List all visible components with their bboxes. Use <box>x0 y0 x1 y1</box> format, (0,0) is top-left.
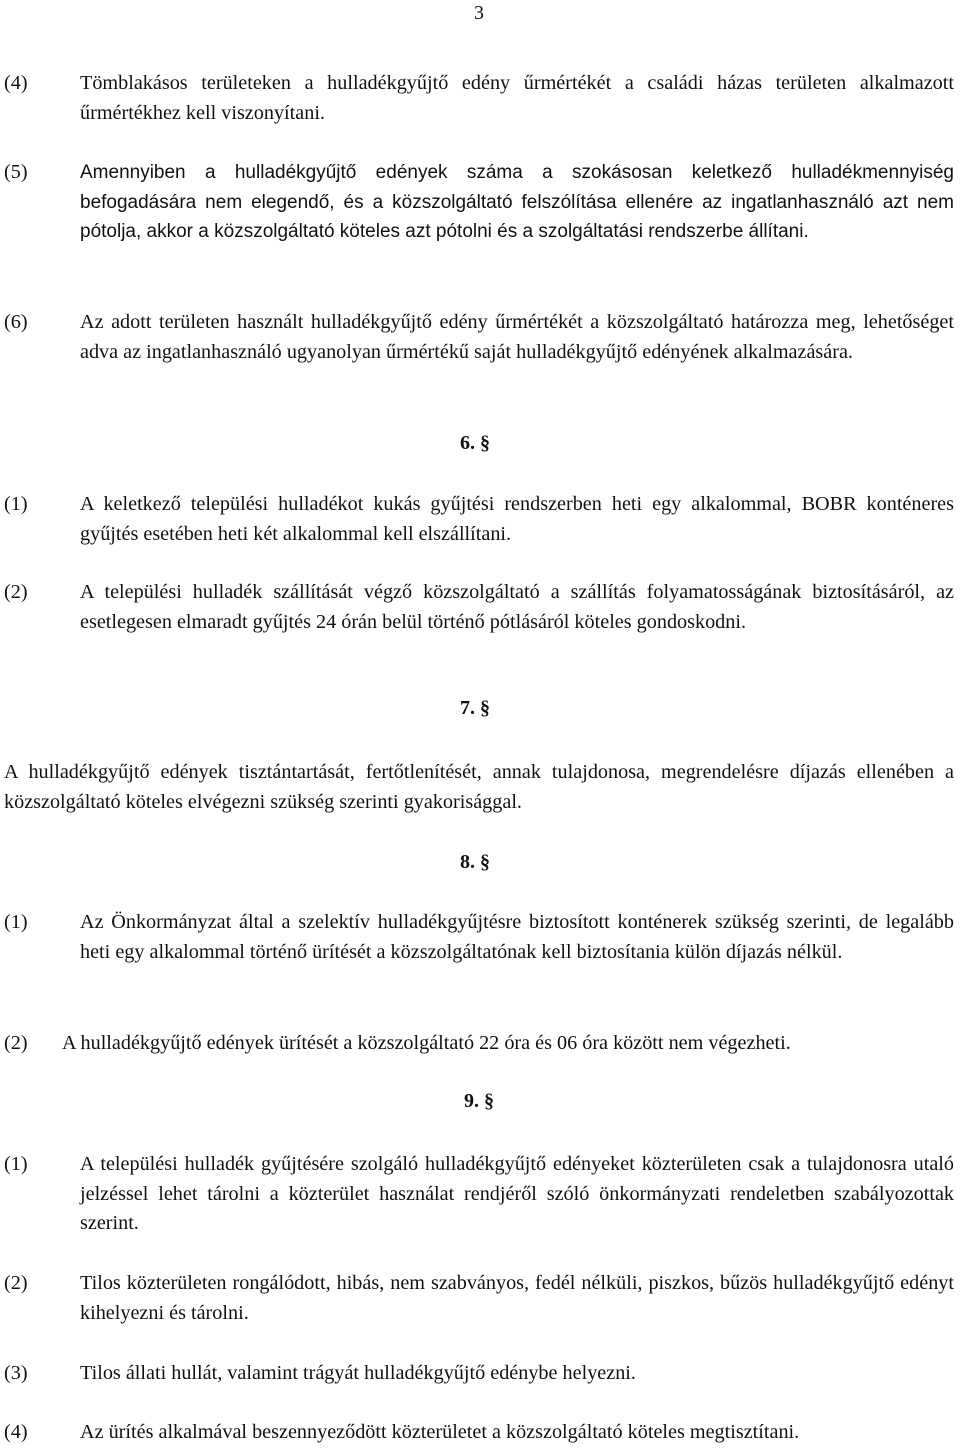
paragraph-text: A települési hulladék szállítását végző közszolgáltató a szállítás folyamatosságának biztosításáról, az esetlegesen elmaradt gyűjtés 24 órán belül történő pótlásáról köteles gondoskodni. <box>80 581 954 633</box>
paragraph-text: A keletkező települési hulladékot kukás gyűjtési rendszerben heti egy alkalommal, BOBR konténeres gyűjtés esetében heti két alkalommal kell elszállítani. <box>80 493 954 545</box>
section-heading-7: 7. § <box>460 697 490 719</box>
paragraph-number: (2) <box>4 1032 28 1054</box>
section-heading-9: 9. § <box>464 1090 494 1112</box>
paragraph-text: Tilos közterületen rongálódott, hibás, nem szabványos, fedél nélküli, piszkos, bűzös hulladékgyűjtő edényt kihelyezni és tárolni. <box>80 1272 954 1324</box>
paragraph-text: Az adott területen használt hulladékgyűjtő edény űrmértékét a közszolgáltató határozza meg, lehetőséget adva az ingatlanhasználó ugyanolyan űrmértékű saját hulladékgyűjtő edényének alkalmazására. <box>80 311 954 363</box>
paragraph-text: Az Önkormányzat által a szelektív hulladékgyűjtésre biztosított konténerek szükség szerinti, de legalább heti egy alkalommal történő ürítését a közszolgáltatónak kell biztosítania külön díjazás nélkül. <box>80 911 954 963</box>
paragraph-text: Az ürítés alkalmával beszennyeződött közterületet a közszolgáltató köteles megtisztítani. <box>80 1421 800 1443</box>
paragraph-number: (3) <box>4 1362 28 1384</box>
paragraph-number: (4) <box>4 1421 28 1443</box>
paragraph-text: A hulladékgyűjtő edények ürítését a közszolgáltató 22 óra és 06 óra között nem végezheti. <box>62 1032 791 1054</box>
paragraph-number: (5) <box>4 161 28 183</box>
paragraph-number: (1) <box>4 911 28 933</box>
paragraph-number: (6) <box>4 311 28 333</box>
paragraph-text: Tilos állati hullát, valamint trágyát hulladékgyűjtő edénybe helyezni. <box>80 1362 636 1384</box>
paragraph-number: (1) <box>4 1153 28 1175</box>
page-number: 3 <box>474 2 484 24</box>
paragraph-number: (2) <box>4 581 28 603</box>
paragraph-number: (2) <box>4 1272 28 1294</box>
paragraph-text: Tömblakásos területeken a hulladékgyűjtő edény űrmértékét a családi házas területen alkalmazott űrmértékhez kell viszonyítani. <box>80 72 954 124</box>
paragraph-number: (1) <box>4 493 28 515</box>
paragraph-text: Amennyiben a hulladékgyűjtő edények száma a szokásosan keletkező hulladékmennyiség befogadására nem elegendő, és a közszolgáltató felszólítása ellenére az ingatlanhasználó azt nem pótolja, akkor a közszolgáltató köteles azt pótolni és a szolgáltatási rendszerbe állítani. <box>80 162 954 242</box>
paragraph-number: (4) <box>4 72 28 94</box>
section-heading-8: 8. § <box>460 851 490 873</box>
section-heading-6: 6. § <box>460 432 490 454</box>
paragraph-text: A települési hulladék gyűjtésére szolgáló hulladékgyűjtő edényeket közterületen csak a tulajdonosra utaló jelzéssel lehet tárolni a közterület használat rendjéről szóló önkormányzati rendeletben szabályozottak szerint. <box>80 1153 954 1234</box>
paragraph-text: A hulladékgyűjtő edények tisztántartását, fertőtlenítését, annak tulajdonosa, megrendelésre díjazás ellenében a közszolgáltató köteles elvégezni szükség szerinti gyakorisággal. <box>4 761 954 813</box>
